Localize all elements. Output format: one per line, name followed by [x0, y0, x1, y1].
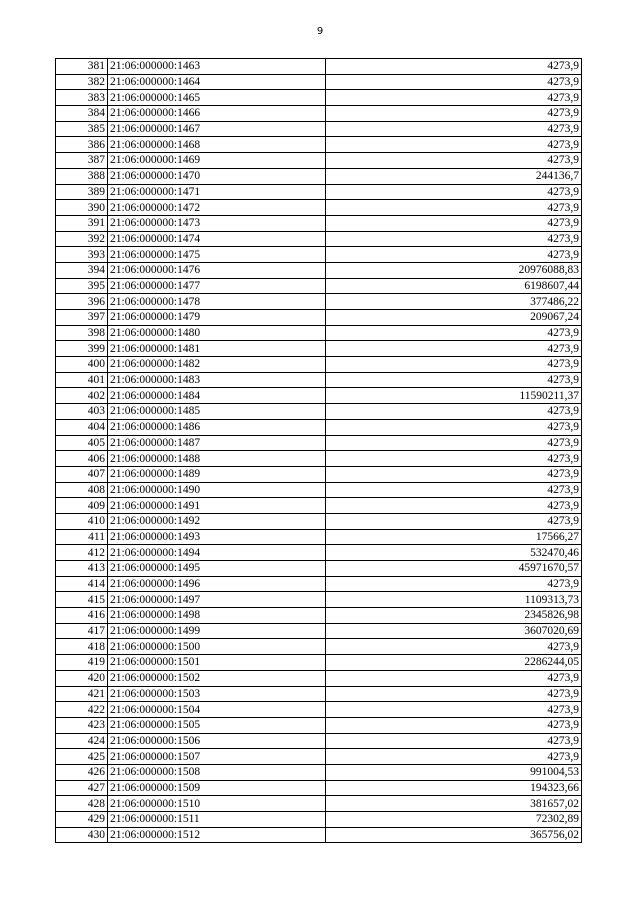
row-number-cell: 382: [56, 74, 108, 90]
row-number-cell: 412: [56, 545, 108, 561]
cadastral-number-cell: 21:06:000000:1470: [108, 168, 326, 184]
row-number-cell: 428: [56, 796, 108, 812]
row-number-cell: 388: [56, 168, 108, 184]
row-number-cell: 386: [56, 137, 108, 153]
cadastral-number-cell: 21:06:000000:1467: [108, 121, 326, 137]
table-row: [56, 812, 582, 828]
cadastral-number-cell: 21:06:000000:1466: [108, 106, 326, 122]
table-row: [56, 137, 582, 153]
row-number-cell: 399: [56, 341, 108, 357]
cadastral-number-cell: 21:06:000000:1472: [108, 200, 326, 216]
row-number-cell: 384: [56, 106, 108, 122]
table-row: [56, 451, 582, 467]
cadastral-value-cell: 4273,9: [326, 498, 582, 514]
cadastral-number-cell: 21:06:000000:1480: [108, 325, 326, 341]
cadastral-number-cell: 21:06:000000:1492: [108, 513, 326, 529]
table-row: [56, 388, 582, 404]
table-row: [56, 749, 582, 765]
cadastral-value-cell: 4273,9: [326, 513, 582, 529]
cadastral-number-cell: 21:06:000000:1487: [108, 435, 326, 451]
row-number-cell: 394: [56, 262, 108, 278]
row-number-cell: 413: [56, 561, 108, 577]
row-number-cell: 401: [56, 372, 108, 388]
page-number: 9: [316, 26, 324, 37]
row-number-cell: 396: [56, 294, 108, 310]
cadastral-value-cell: 4273,9: [326, 686, 582, 702]
table-row: [56, 231, 582, 247]
cadastral-number-cell: 21:06:000000:1511: [108, 812, 326, 828]
table-row: [56, 764, 582, 780]
row-number-cell: 421: [56, 686, 108, 702]
table-row: [56, 419, 582, 435]
row-number-cell: 417: [56, 623, 108, 639]
table-row: [56, 717, 582, 733]
row-number-cell: 424: [56, 733, 108, 749]
row-number-cell: 405: [56, 435, 108, 451]
cadastral-number-cell: 21:06:000000:1483: [108, 372, 326, 388]
row-number-cell: 416: [56, 608, 108, 624]
cadastral-number-cell: 21:06:000000:1484: [108, 388, 326, 404]
table-row: [56, 404, 582, 420]
cadastral-number-cell: 21:06:000000:1504: [108, 702, 326, 718]
cadastral-value-cell: 6198607,44: [326, 278, 582, 294]
table-row: [56, 796, 582, 812]
cadastral-value-cell: 4273,9: [326, 215, 582, 231]
row-number-cell: 422: [56, 702, 108, 718]
table-row: [56, 561, 582, 577]
row-number-cell: 410: [56, 513, 108, 529]
cadastral-number-cell: 21:06:000000:1500: [108, 639, 326, 655]
row-number-cell: 387: [56, 153, 108, 169]
cadastral-number-cell: 21:06:000000:1491: [108, 498, 326, 514]
cadastral-value-cell: 4273,9: [326, 231, 582, 247]
cadastral-number-cell: 21:06:000000:1498: [108, 608, 326, 624]
row-number-cell: 411: [56, 529, 108, 545]
table-row: [56, 247, 582, 263]
row-number-cell: 419: [56, 655, 108, 671]
cadastral-value-cell: 3607020,69: [326, 623, 582, 639]
cadastral-value-cell: 4273,9: [326, 749, 582, 765]
cadastral-number-cell: 21:06:000000:1488: [108, 451, 326, 467]
cadastral-number-cell: 21:06:000000:1463: [108, 59, 326, 75]
row-number-cell: 426: [56, 764, 108, 780]
row-number-cell: 418: [56, 639, 108, 655]
cadastral-value-cell: 4273,9: [326, 435, 582, 451]
cadastral-value-cell: 4273,9: [326, 576, 582, 592]
cadastral-number-cell: 21:06:000000:1482: [108, 357, 326, 373]
cadastral-number-cell: 21:06:000000:1479: [108, 310, 326, 326]
cadastral-number-cell: 21:06:000000:1499: [108, 623, 326, 639]
cadastral-value-cell: 4273,9: [326, 702, 582, 718]
table-row: [56, 200, 582, 216]
cadastral-number-cell: 21:06:000000:1481: [108, 341, 326, 357]
cadastral-number-cell: 21:06:000000:1497: [108, 592, 326, 608]
table-row: [56, 670, 582, 686]
row-number-cell: 420: [56, 670, 108, 686]
table-row: [56, 372, 582, 388]
table-row: [56, 168, 582, 184]
cadastral-value-cell: 4273,9: [326, 90, 582, 106]
cadastral-value-cell: 244136,7: [326, 168, 582, 184]
cadastral-number-cell: 21:06:000000:1501: [108, 655, 326, 671]
cadastral-number-cell: 21:06:000000:1478: [108, 294, 326, 310]
row-number-cell: 429: [56, 812, 108, 828]
table-row: [56, 482, 582, 498]
row-number-cell: 423: [56, 717, 108, 733]
cadastral-value-cell: 20976088,83: [326, 262, 582, 278]
table-row: [56, 466, 582, 482]
cadastral-value-cell: 991004,53: [326, 764, 582, 780]
cadastral-number-cell: 21:06:000000:1474: [108, 231, 326, 247]
cadastral-value-cell: 365756,02: [326, 827, 582, 843]
table-row: [56, 341, 582, 357]
cadastral-number-cell: 21:06:000000:1489: [108, 466, 326, 482]
row-number-cell: 427: [56, 780, 108, 796]
cadastral-value-cell: 72302,89: [326, 812, 582, 828]
cadastral-value-cell: 4273,9: [326, 451, 582, 467]
table-row: [56, 310, 582, 326]
table-row: [56, 498, 582, 514]
cadastral-number-cell: 21:06:000000:1502: [108, 670, 326, 686]
cadastral-number-cell: 21:06:000000:1493: [108, 529, 326, 545]
cadastral-value-cell: 2345826,98: [326, 608, 582, 624]
cadastral-value-cell: 4273,9: [326, 404, 582, 420]
table-row: [56, 435, 582, 451]
table-row: [56, 529, 582, 545]
table-row: [56, 576, 582, 592]
cadastral-value-cell: 4273,9: [326, 639, 582, 655]
table-row: [56, 74, 582, 90]
cadastral-number-cell: 21:06:000000:1510: [108, 796, 326, 812]
table-row: [56, 59, 582, 75]
cadastral-value-cell: 4273,9: [326, 74, 582, 90]
cadastral-value-cell: 4273,9: [326, 200, 582, 216]
cadastral-number-cell: 21:06:000000:1475: [108, 247, 326, 263]
cadastral-number-cell: 21:06:000000:1473: [108, 215, 326, 231]
cadastral-value-cell: 4273,9: [326, 137, 582, 153]
table-row: [56, 153, 582, 169]
cadastral-value-cell: 11590211,37: [326, 388, 582, 404]
cadastral-value-cell: 209067,24: [326, 310, 582, 326]
cadastral-value-cell: 4273,9: [326, 184, 582, 200]
row-number-cell: 403: [56, 404, 108, 420]
row-number-cell: 397: [56, 310, 108, 326]
table-row: [56, 827, 582, 843]
table-row: [56, 357, 582, 373]
cadastral-number-cell: 21:06:000000:1486: [108, 419, 326, 435]
cadastral-value-cell: 4273,9: [326, 153, 582, 169]
cadastral-value-cell: 4273,9: [326, 106, 582, 122]
row-number-cell: 406: [56, 451, 108, 467]
row-number-cell: 430: [56, 827, 108, 843]
cadastral-value-cell: 4273,9: [326, 59, 582, 75]
cadastral-value-cell: 2286244,05: [326, 655, 582, 671]
cadastral-value-cell: 17566,27: [326, 529, 582, 545]
cadastral-number-cell: 21:06:000000:1503: [108, 686, 326, 702]
cadastral-value-cell: 4273,9: [326, 372, 582, 388]
row-number-cell: 385: [56, 121, 108, 137]
cadastral-number-cell: 21:06:000000:1468: [108, 137, 326, 153]
row-number-cell: 393: [56, 247, 108, 263]
cadastral-number-cell: 21:06:000000:1465: [108, 90, 326, 106]
row-number-cell: 407: [56, 466, 108, 482]
row-number-cell: 392: [56, 231, 108, 247]
table-row: [56, 106, 582, 122]
table-row: [56, 121, 582, 137]
table-row: [56, 592, 582, 608]
row-number-cell: 389: [56, 184, 108, 200]
cadastral-value-cell: 4273,9: [326, 482, 582, 498]
cadastral-value-cell: 4273,9: [326, 733, 582, 749]
cadastral-number-cell: 21:06:000000:1471: [108, 184, 326, 200]
row-number-cell: 395: [56, 278, 108, 294]
table-row: [56, 780, 582, 796]
table-row: [56, 325, 582, 341]
table-row: [56, 686, 582, 702]
table-row: [56, 702, 582, 718]
row-number-cell: 402: [56, 388, 108, 404]
table-row: [56, 294, 582, 310]
cadastral-value-cell: 4273,9: [326, 325, 582, 341]
row-number-cell: 408: [56, 482, 108, 498]
cadastral-number-cell: 21:06:000000:1476: [108, 262, 326, 278]
row-number-cell: 414: [56, 576, 108, 592]
row-number-cell: 409: [56, 498, 108, 514]
cadastral-value-cell: 4273,9: [326, 717, 582, 733]
row-number-cell: 390: [56, 200, 108, 216]
table-row: [56, 184, 582, 200]
cadastral-number-cell: 21:06:000000:1494: [108, 545, 326, 561]
row-number-cell: 425: [56, 749, 108, 765]
table-row: [56, 639, 582, 655]
cadastral-number-cell: 21:06:000000:1477: [108, 278, 326, 294]
cadastral-value-cell: 4273,9: [326, 419, 582, 435]
cadastral-value-cell: 381657,02: [326, 796, 582, 812]
table-row: [56, 278, 582, 294]
cadastral-value-cell: 4273,9: [326, 341, 582, 357]
row-number-cell: 391: [56, 215, 108, 231]
table-row: [56, 655, 582, 671]
table-row: [56, 733, 582, 749]
cadastral-number-cell: 21:06:000000:1507: [108, 749, 326, 765]
cadastral-number-cell: 21:06:000000:1496: [108, 576, 326, 592]
cadastral-number-cell: 21:06:000000:1508: [108, 764, 326, 780]
table-row: [56, 513, 582, 529]
cadastral-value-cell: 4273,9: [326, 121, 582, 137]
cadastral-number-cell: 21:06:000000:1512: [108, 827, 326, 843]
cadastral-value-cell: 194323,66: [326, 780, 582, 796]
cadastral-number-cell: 21:06:000000:1469: [108, 153, 326, 169]
cadastral-number-cell: 21:06:000000:1506: [108, 733, 326, 749]
table-row: [56, 545, 582, 561]
cadastral-value-cell: 377486,22: [326, 294, 582, 310]
row-number-cell: 404: [56, 419, 108, 435]
row-number-cell: 400: [56, 357, 108, 373]
table-row: [56, 623, 582, 639]
cadastral-value-cell: 4273,9: [326, 466, 582, 482]
table-row: [56, 608, 582, 624]
cadastral-value-cell: 45971670,57: [326, 561, 582, 577]
row-number-cell: 415: [56, 592, 108, 608]
table-body: [56, 59, 582, 843]
cadastral-value-cell: 4273,9: [326, 670, 582, 686]
cadastral-value-cell: 532470,46: [326, 545, 582, 561]
cadastral-value-cell: 4273,9: [326, 247, 582, 263]
row-number-cell: 398: [56, 325, 108, 341]
table-row: [56, 215, 582, 231]
cadastral-value-cell: 1109313,73: [326, 592, 582, 608]
row-number-cell: 383: [56, 90, 108, 106]
cadastral-number-cell: 21:06:000000:1509: [108, 780, 326, 796]
cadastral-number-cell: 21:06:000000:1490: [108, 482, 326, 498]
cadastral-value-cell: 4273,9: [326, 357, 582, 373]
table-row: [56, 90, 582, 106]
table-row: [56, 262, 582, 278]
cadastral-value-table: [55, 58, 582, 843]
row-number-cell: 381: [56, 59, 108, 75]
cadastral-number-cell: 21:06:000000:1485: [108, 404, 326, 420]
cadastral-number-cell: 21:06:000000:1505: [108, 717, 326, 733]
cadastral-number-cell: 21:06:000000:1495: [108, 561, 326, 577]
cadastral-number-cell: 21:06:000000:1464: [108, 74, 326, 90]
